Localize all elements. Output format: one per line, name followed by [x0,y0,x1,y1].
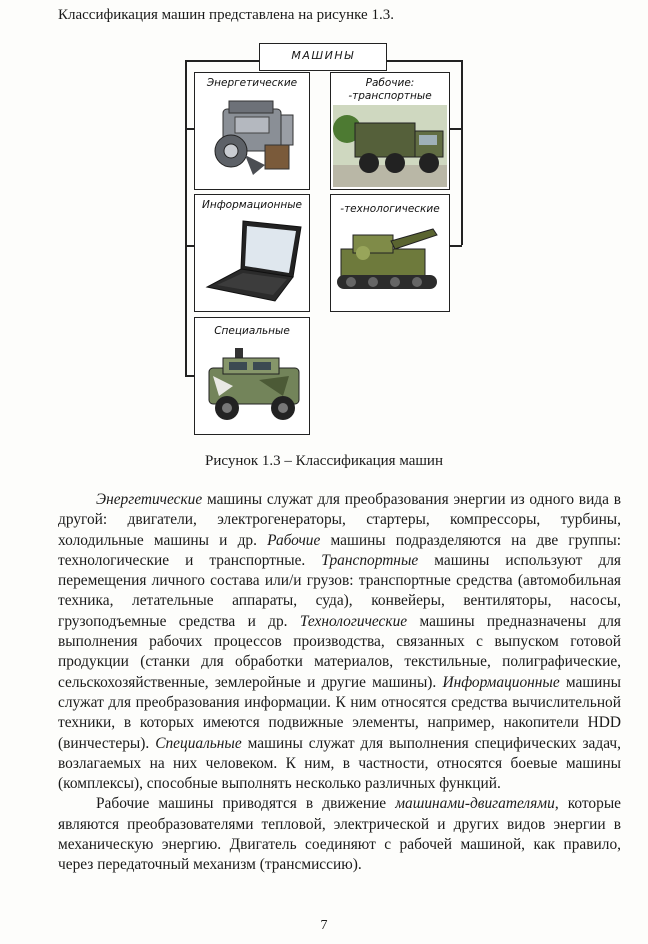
p2-span-1: Рабочие машины приводятся в движение [96,795,396,813]
p2-span-3: , которые являются преобразователями тепловой, электрической и других видов энергии в механическую энергию. Двигатель соединяют с рабочей машиной, как правило, через передаточный механизм (трансмиссию). [58,795,621,874]
connector-energy [185,128,194,130]
intro-text: Классификация машин представлена на рисунке 1.3. [58,7,394,23]
box-special [194,317,310,435]
armored-car-icon [199,346,307,426]
connector-right-top [385,60,463,62]
page-number: 7 [320,918,328,933]
connector-info [185,245,194,247]
term-transport: Транспортные [321,551,419,569]
paragraph-1 [58,490,621,794]
root-label: МАШИНЫ [291,49,355,62]
label-info: Информационные [201,199,303,211]
figure-caption: Рисунок 1.3 – Классификация машин [205,453,443,469]
p1-span-6: машины используют для перемещения личного состава или/и грузов: транспортные средства (автомобильная техника, летательные аппараты, суда), конвейеры, вентиляторы, насосы, грузоподъемные средства и др. [58,551,621,630]
label-energy: Энергетические [206,77,298,89]
box-tech [330,194,450,312]
label-special: Специальные [214,325,290,337]
connector-left-top [185,60,260,62]
body-text [58,490,621,876]
root-box-machines [259,43,387,71]
laptop-icon [203,217,303,305]
classification-diagram [0,0,648,440]
p1-span-12: машины служат для выполнения специфических задач, возлагаемых на них человеком. К ним, в частности, относятся боевые машины (комплексы), способные выполнять несколько различных функций. [58,734,621,793]
box-energy [194,72,310,190]
term-info: Информационные [442,673,560,691]
label-working: Рабочие: [365,77,415,89]
connector-working [449,128,462,130]
military-truck-icon [333,105,447,187]
tracked-vehicle-icon [333,223,447,299]
label-tech: -технологические [340,203,440,215]
connector-tech [449,245,462,247]
term-tech: Технологические [299,612,408,630]
term-special: Специальные [155,734,242,752]
connector-special [185,375,194,377]
p1-span-10: машины служат для преобразования информации. К ним относятся средства вычислительной техники, в которых имеются подвижные элементы, например, накопители HDD (винчестеры). [58,673,621,752]
term-prime-movers: машинами-двигателями [395,795,555,813]
box-working-transport [330,72,450,190]
engine-icon [205,95,301,181]
term-working: Рабочие [267,531,321,549]
p1-span-2: машины служат для преобразования энергии из одного вида в другой: двигатели, электрогенераторы, стартеры, компрессоры, турбины, холодильные машины и др. [58,491,621,549]
label-transport: -транспортные [348,90,432,102]
connector-left-vertical [185,60,187,377]
paragraph-2 [58,794,621,875]
p1-span-8: машины предназначены для выполнения рабочих процессов производства, связанных с выпуском готовой продукции (станки для обработки материалов, текстильные, полиграфические, сельскохозяйственные, землеройные и другие машины). [58,612,621,691]
term-energy: Энергетические [96,491,203,508]
box-info [194,194,310,312]
p1-span-4: машины подразделяются на две группы: технологические и транспортные. [58,531,621,569]
connector-right-vertical [461,60,463,245]
